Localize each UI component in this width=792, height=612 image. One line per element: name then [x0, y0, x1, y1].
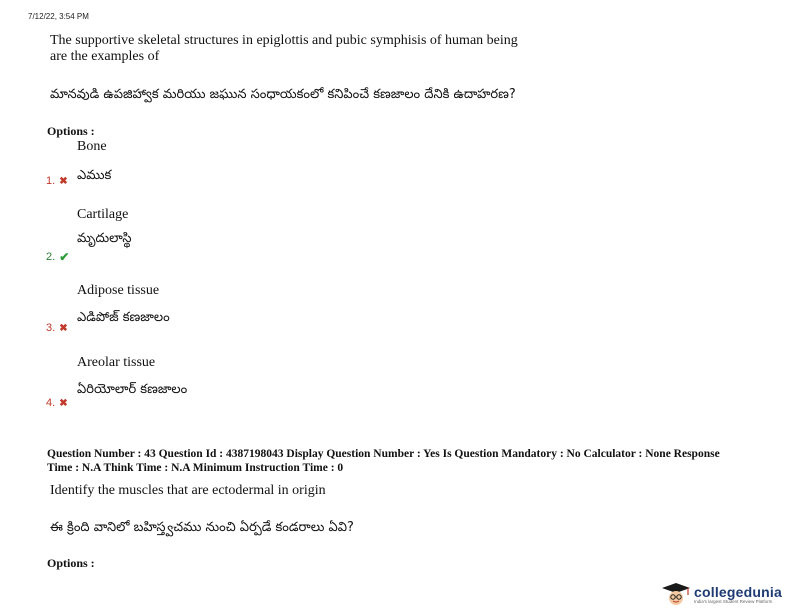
- option-3-text-te: ఎడిపోజ్ కణజాలం: [77, 310, 170, 325]
- options-label: Options :: [47, 124, 95, 138]
- option-1-text-en: Bone: [77, 139, 107, 154]
- option-4-text-en: Areolar tissue: [77, 355, 156, 370]
- next-options-label: Options :: [47, 556, 95, 570]
- wrong-mark-icon: ✖: [59, 175, 68, 187]
- question-text-en-line2: are the examples of: [50, 49, 160, 64]
- option-2-number: 2. ✔: [46, 250, 70, 264]
- question-meta-line1: Question Number : 43 Question Id : 4387198043 Display Question Number : Yes Is Question Mandatory : No Calculator : None Response: [47, 448, 720, 460]
- option-1-text-te: ఎముక: [77, 168, 112, 183]
- question-meta-line2: Time : N.A Think Time : N.A Minimum Instruction Time : 0: [47, 462, 344, 474]
- check-mark-icon: ✔: [59, 250, 70, 264]
- option-1-number: 1. ✖: [46, 175, 68, 187]
- wrong-mark-icon: ✖: [59, 397, 68, 409]
- option-3-text-en: Adipose tissue: [77, 283, 160, 298]
- print-timestamp: 7/12/22, 3:54 PM: [28, 12, 89, 21]
- wrong-mark-icon: ✖: [59, 322, 68, 334]
- option-2-text-te: మృదులాస్థి: [77, 231, 132, 246]
- option-2-text-en: Cartilage: [77, 207, 129, 222]
- option-4-number: 4. ✖: [46, 397, 68, 409]
- logo-name: collegedunia: [694, 584, 782, 600]
- question-text-en-line1: The supportive skeletal structures in epiglottis and pubic symphisis of human being: [50, 33, 518, 48]
- option-4-text-te: ఏరియోలార్ కణజాలం: [77, 382, 188, 397]
- collegedunia-logo: [661, 582, 782, 606]
- question-text-te: మానవుడి ఉపజిహ్వాక మరియు జఘున సంధాయకంలో కనిపించే కణజాలం దేనికి ఉదాహరణ?: [50, 87, 516, 102]
- next-question-text-te: ఈ క్రింది వానిలో బహిస్త్వచము నుంచి ఏర్పడే కండరాలు ఏవి?: [50, 520, 354, 535]
- logo-tagline: India's largest Student Review Platform: [694, 599, 773, 604]
- option-3-number: 3. ✖: [46, 322, 68, 334]
- next-question-text-en: Identify the muscles that are ectodermal in origin: [50, 483, 326, 498]
- graduate-mascot-icon: [661, 582, 691, 606]
